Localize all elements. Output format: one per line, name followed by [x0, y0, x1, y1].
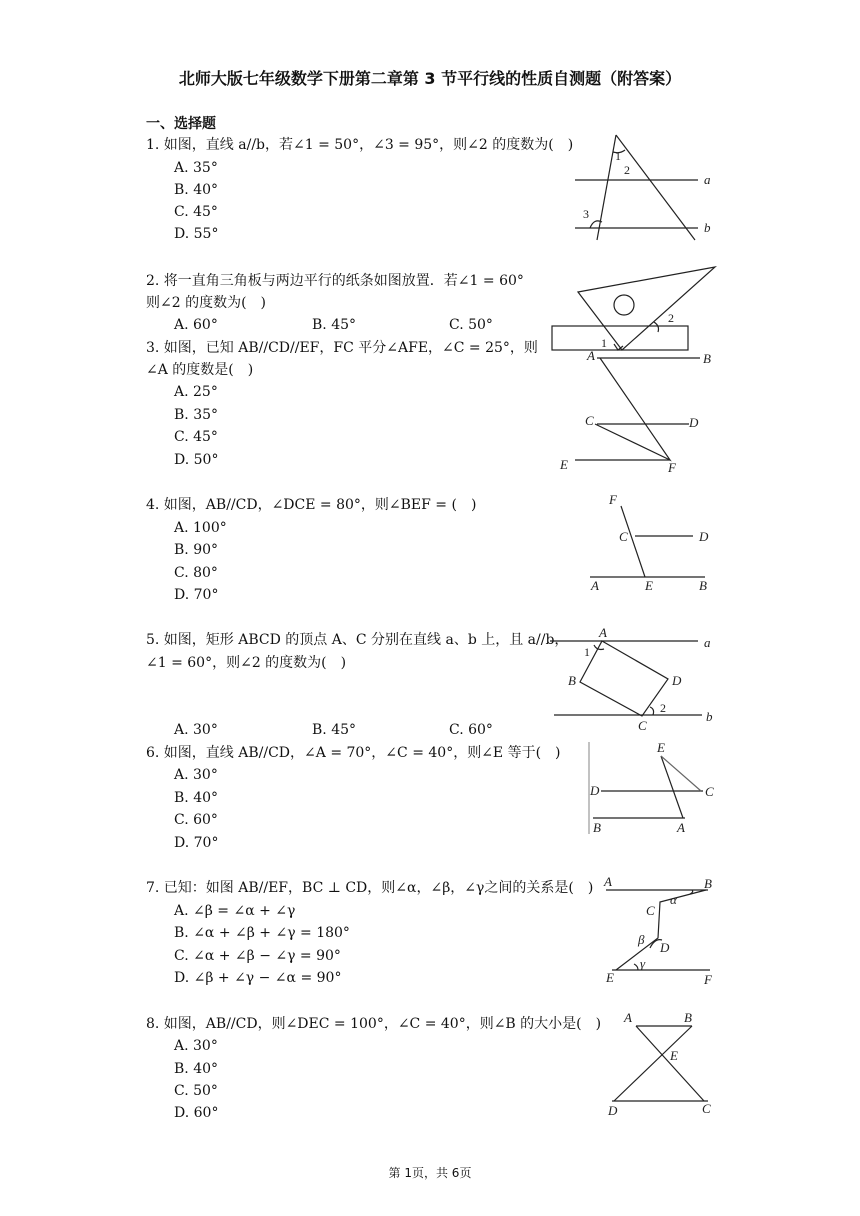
fig2-label-2: 2 — [668, 311, 674, 325]
fig7-label-D: D — [660, 940, 670, 955]
question-1-option-b: B. 40° — [174, 182, 219, 198]
section-title: 一、选择题 — [146, 116, 216, 132]
fig8-label-C: C — [702, 1101, 711, 1116]
fig5-label-D: D — [672, 673, 682, 688]
question-5-option-c: C. 60° — [449, 722, 493, 738]
question-6-option-b: B. 40° — [174, 790, 219, 806]
fig2-label-1: 1 — [601, 336, 607, 350]
question-3-stem: 3. 如图，已知 AB//CD//EF，FC 平分∠AFE，∠C = 25°，则 — [146, 340, 538, 356]
fig4-label-F: F — [609, 492, 617, 507]
fig5-label-2: 2 — [660, 701, 666, 715]
question-8-option-a: A. 30° — [174, 1038, 218, 1054]
question-8-option-c: C. 50° — [174, 1083, 218, 1099]
fig6-label-E: E — [657, 740, 665, 755]
fig7-label-gamma: γ — [640, 956, 646, 971]
fig3-label-A: A — [587, 348, 595, 363]
question-5-option-b: B. 45° — [312, 722, 357, 738]
fig3-label-B: B — [703, 351, 711, 366]
fig6-label-A: A — [677, 820, 685, 835]
page-title: 北师大版七年级数学下册第二章第 3 节平行线的性质自测题（附答案） — [178, 69, 682, 88]
fig4-label-A: A — [591, 578, 599, 592]
question-3-option-a: A. 25° — [174, 384, 218, 400]
fig4-label-B: B — [699, 578, 707, 592]
question-3-option-c: C. 45° — [174, 429, 218, 445]
fig7-label-F: F — [704, 972, 712, 987]
fig4-label-E: E — [645, 578, 653, 592]
question-4-option-c: C. 80° — [174, 565, 218, 581]
question-3-stem-line2: ∠A 的度数是( ) — [146, 362, 254, 378]
question-8-option-d: D. 60° — [174, 1105, 219, 1121]
figure-q1 — [570, 130, 720, 245]
question-7-stem: 7. 已知：如图 AB//EF，BC ⊥ CD，则∠α，∠β，∠γ之间的关系是( ) — [146, 880, 594, 896]
question-3-option-d: D. 50° — [174, 452, 219, 468]
question-4-option-b: B. 90° — [174, 542, 219, 558]
question-1-option-d: D. 55° — [174, 226, 219, 242]
question-6-option-d: D. 70° — [174, 835, 219, 851]
question-2-stem-line2: 则∠2 的度数为( ) — [146, 295, 267, 311]
fig7-label-beta: β — [638, 932, 645, 947]
question-6-option-a: A. 30° — [174, 767, 218, 783]
fig4-label-C: C — [619, 529, 628, 544]
fig7-label-E: E — [606, 970, 614, 985]
question-5-option-a: A. 30° — [174, 722, 218, 738]
fig1-label-a: a — [704, 172, 711, 187]
fig1-label-b: b — [704, 220, 711, 235]
fig5-label-B: B — [568, 673, 576, 688]
fig3-label-E: E — [560, 457, 568, 472]
question-1-option-a: A. 35° — [174, 160, 218, 176]
fig3-label-C: C — [585, 413, 594, 428]
question-2-option-c: C. 50° — [449, 317, 493, 333]
question-2-option-a: A. 60° — [174, 317, 218, 333]
question-6-stem: 6. 如图，直线 AB//CD，∠A = 70°，∠C = 40°，则∠E 等于( ) — [146, 745, 561, 761]
figure-q2 — [548, 262, 723, 354]
fig5-label-a: a — [704, 635, 711, 650]
fig1-label-3: 3 — [583, 207, 589, 221]
figure-q7 — [600, 872, 720, 992]
fig4-label-D: D — [699, 529, 709, 544]
question-7-option-a: A. ∠β = ∠α + ∠γ — [174, 903, 296, 919]
question-7-option-b: B. ∠α + ∠β + ∠γ = 180° — [174, 925, 350, 941]
figure-q8 — [600, 1008, 725, 1120]
fig6-label-B: B — [593, 820, 601, 835]
question-1-stem: 1. 如图，直线 a//b，若∠1 = 50°，∠3 = 95°，则∠2 的度数为( ) — [146, 137, 574, 153]
fig5-label-1: 1 — [584, 645, 590, 659]
fig7-label-A: A — [604, 874, 612, 889]
question-2-stem: 2. 将一直角三角板与两边平行的纸条如图放置．若∠1 = 60° — [146, 273, 524, 289]
fig7-label-B: B — [704, 876, 712, 891]
fig1-label-2: 2 — [624, 163, 630, 177]
question-2-option-b: B. 45° — [312, 317, 357, 333]
fig5-label-b: b — [706, 709, 713, 724]
question-6-option-c: C. 60° — [174, 812, 218, 828]
fig3-label-D: D — [689, 415, 699, 430]
question-7-option-c: C. ∠α + ∠β − ∠γ = 90° — [174, 948, 341, 964]
fig7-label-C: C — [646, 903, 655, 918]
question-4-stem: 4. 如图，AB//CD，∠DCE = 80°，则∠BEF = ( ) — [146, 497, 477, 513]
fig8-label-B: B — [684, 1010, 692, 1025]
fig7-label-alpha: α — [670, 892, 677, 907]
fig8-label-E: E — [670, 1048, 678, 1063]
question-7-option-d: D. ∠β + ∠γ − ∠α = 90° — [174, 970, 342, 986]
fig6-label-D: D — [590, 783, 600, 798]
figure-q6 — [585, 738, 720, 838]
figure-q4 — [585, 492, 715, 592]
question-5-stem: 5. 如图，矩形 ABCD 的顶点 A、C 分别在直线 a、b 上，且 a//b， — [146, 632, 569, 648]
figure-q3 — [555, 348, 720, 476]
fig8-label-D: D — [608, 1103, 618, 1118]
question-5-stem-line2: ∠1 = 60°，则∠2 的度数为( ) — [146, 655, 347, 671]
fig3-label-F: F — [668, 460, 676, 475]
question-1-option-c: C. 45° — [174, 204, 218, 220]
figure-q5 — [550, 625, 720, 735]
question-4-option-d: D. 70° — [174, 587, 219, 603]
question-8-stem: 8. 如图，AB//CD，则∠DEC = 100°，∠C = 40°，则∠B 的大小是( ) — [146, 1016, 602, 1032]
fig5-label-C: C — [638, 718, 647, 733]
page-footer: 第 1页，共 6页 — [388, 1166, 472, 1180]
question-8-option-b: B. 40° — [174, 1061, 219, 1077]
fig5-label-A: A — [599, 625, 607, 640]
question-4-option-a: A. 100° — [174, 520, 227, 536]
fig6-label-C: C — [705, 784, 714, 799]
question-3-option-b: B. 35° — [174, 407, 219, 423]
fig1-label-1: 1 — [615, 149, 621, 163]
fig8-label-A: A — [624, 1010, 632, 1025]
